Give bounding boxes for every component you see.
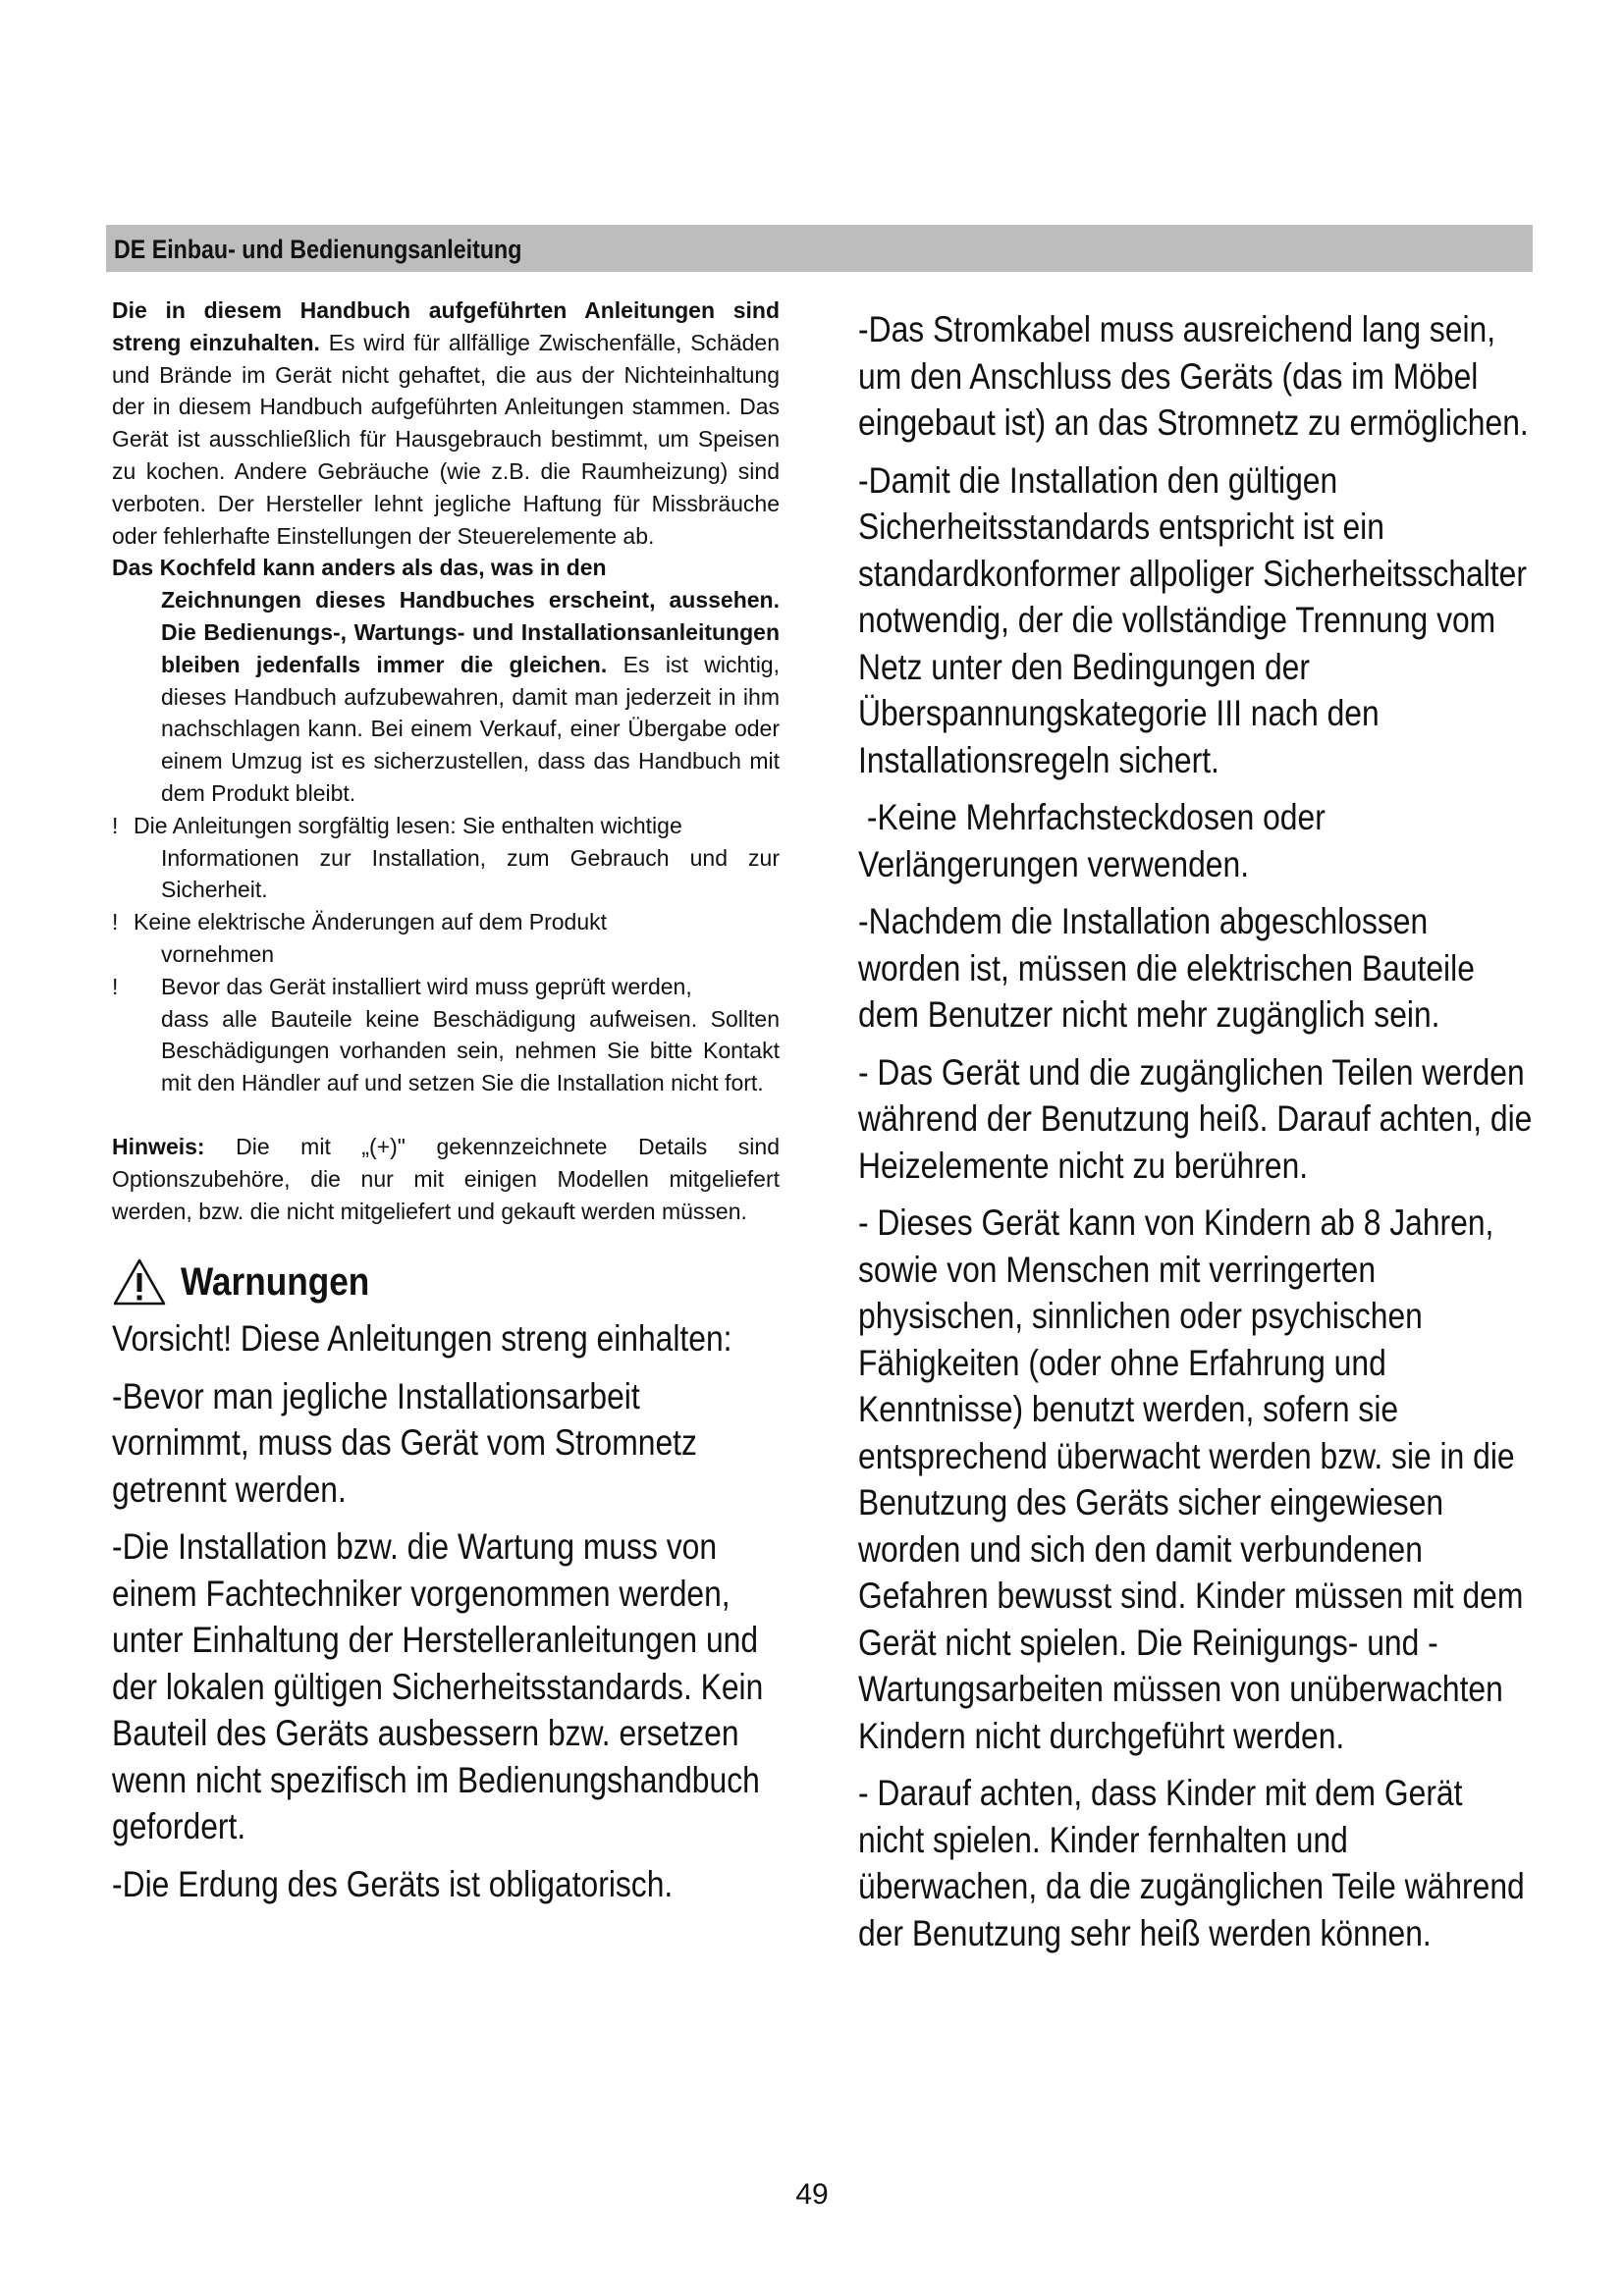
- right-column: [858, 306, 1536, 1956]
- warning-paragraph: -Nachdem die Installation abgeschlossen worden ist, müssen die elektrischen Bauteile dem Benutzer nicht mehr zugänglich sein.: [858, 901, 1475, 1035]
- appearance-note-paragraph: [161, 584, 780, 810]
- bullet-first-line: Keine elektrische Änderungen auf dem Produkt: [134, 909, 608, 935]
- warning-paragraph: -Das Stromkabel muss ausreichend lang sein, um den Anschluss des Geräts (das im Möbel eingebaut ist) an das Stromnetz zu ermöglichen.: [858, 309, 1529, 443]
- bullet-first-line: Bevor das Gerät installiert wird muss geprüft werden,: [161, 973, 692, 999]
- exclamation-mark: !: [112, 909, 119, 935]
- hinweis-label: Hinweis:: [112, 1133, 205, 1159]
- warning-paragraph: -Bevor man jegliche Installationsarbeit vornimmt, muss das Gerät vom Stromnetz getrennt werden.: [112, 1375, 697, 1510]
- hinweis-text: Die mit „(+)" gekennzeichnete Details sind Optionszubehöre, die nur mit einigen Modellen mitgeliefert werden, bzw. die nicht mitgeliefert und gekauft werden müssen.: [112, 1133, 780, 1224]
- warnings-heading: [112, 1255, 780, 1309]
- warning-paragraph: -Die Erdung des Geräts ist obligatorisch.: [112, 1863, 674, 1904]
- bullet-continuation: vornehmen: [161, 940, 275, 967]
- warning-paragraph: - Dieses Gerät kann von Kindern ab 8 Jahren, sowie von Menschen mit verringerten physischen, sinnlichen oder psychischen Fähigkeiten (oder ohne Erfahrung und Kenntnisse) benutzt werden, sofern sie entsprechend überwacht werden bzw. sie in die Benutzung des Geräts sicher eingewiesen worden und sich den damit verbundenen Gefahren bewusst sind. Kinder müssen mit dem Gerät nicht spielen. Die Reinigungs- und -Wartungsarbeiten müssen von unüberwachten Kindern nicht durchgeführt werden.: [858, 1202, 1524, 1756]
- bullet-continuation: dass alle Bauteile keine Beschädigung aufweisen. Sollten Beschädigungen vorhanden sein, nehmen Sie bitte Kontakt mit den Händler auf und setzen Sie die Installation nicht fort.: [161, 1005, 780, 1096]
- warning-paragraph: -Die Installation bzw. die Wartung muss von einem Fachtechniker vorgenommen werden, unter Einhaltung der Herstelleranleitungen und der lokalen gültigen Sicherheitsstandards. Kein Bauteil des Geräts ausbessern bzw. ersetzen wenn nicht spezifisch im Bedienungshandbuch gefordert.: [112, 1526, 764, 1847]
- exclamation-mark: !: [112, 973, 119, 999]
- section-header-title: DE Einbau- und Bedienungsanleitung: [114, 235, 522, 264]
- list-item: [112, 906, 780, 971]
- bullet-first-line: Die Anleitungen sorgfältig lesen: Sie enthalten wichtige: [134, 812, 682, 838]
- hinweis-paragraph: [112, 1131, 780, 1227]
- left-column: [112, 294, 780, 1907]
- warning-paragraph: - Das Gerät und die zugänglichen Teilen werden während der Benutzung heiß. Darauf achten, die Heizelemente nicht zu berühren.: [858, 1051, 1533, 1186]
- warning-paragraph: - Darauf achten, dass Kinder mit dem Gerät nicht spielen. Kinder fernhalten und überwachen, da die zugänglichen Teile während der Benutzung sehr heiß werden können.: [858, 1773, 1525, 1953]
- warning-paragraph: -Keine Mehrfachsteckdosen oder Verlängerungen verwenden.: [858, 797, 1334, 884]
- bullet-continuation: Informationen zur Installation, zum Gebrauch und zur Sicherheit.: [161, 844, 780, 903]
- section-header-bar: [106, 225, 1533, 272]
- exclamation-mark: !: [112, 812, 119, 838]
- warnings-left-text: [112, 1315, 779, 1907]
- warnings-right-text: [858, 306, 1534, 1956]
- warning-paragraph: Vorsicht! Diese Anleitungen streng einhalten:: [112, 1318, 732, 1360]
- appearance-note-bold: Zeichnungen dieses Handbuches erscheint, aussehen. Die Bedienungs-, Wartungs- und Installationsanleitungen bleiben jedenfalls immer die gleichen.: [161, 587, 780, 677]
- appearance-note-bold-first: Das Kochfeld kann anders als das, was in den: [112, 555, 607, 581]
- intro-paragraph: [112, 294, 780, 552]
- intro-bold-text: Die in diesem Handbuch aufgeführten Anleitungen sind streng einzuhalten.: [112, 297, 780, 355]
- page-number: 49: [795, 2178, 829, 2211]
- warning-paragraph: -Damit die Installation den gültigen Sicherheitsstandards entspricht ist ein standardkonformer allpoliger Sicherheitsschalter notwendig, der die vollständige Trennung vom Netz unter den Bedingungen der Überspannungskategorie III nach den Installationsregeln sichert.: [858, 459, 1527, 780]
- appearance-note-text: Es ist wichtig, dieses Handbuch aufzubewahren, damit man jederzeit in ihm nachschlagen kann. Bei einem Verkauf, einer Übergabe oder einem Umzug ist es sicherzustellen, dass das Handbuch mit dem Produkt bleibt.: [161, 651, 780, 806]
- warning-triangle-icon: [112, 1256, 167, 1308]
- warnings-title: Warnungen: [181, 1259, 370, 1304]
- list-item: [112, 810, 780, 906]
- list-item: [112, 971, 780, 1099]
- warning-bullet-list: [112, 810, 780, 1099]
- intro-body-text: Es wird für allfällige Zwischenfälle, Schäden und Brände im Gerät nicht gehaftet, die aus der Nichteinhaltung der in diesem Handbuch aufgeführten Anleitungen stammen. Das Gerät ist ausschließlich für Hausgebrauch bestimmt, um Speisen zu kochen. Andere Gebräuche (wie z.B. die Raumheizung) sind verboten. Der Hersteller lehnt jegliche Haftung für Missbräuche oder fehlerhafte Einstellungen der Steuerelemente ab.: [112, 329, 780, 549]
- appearance-note-first-line: [112, 552, 780, 584]
